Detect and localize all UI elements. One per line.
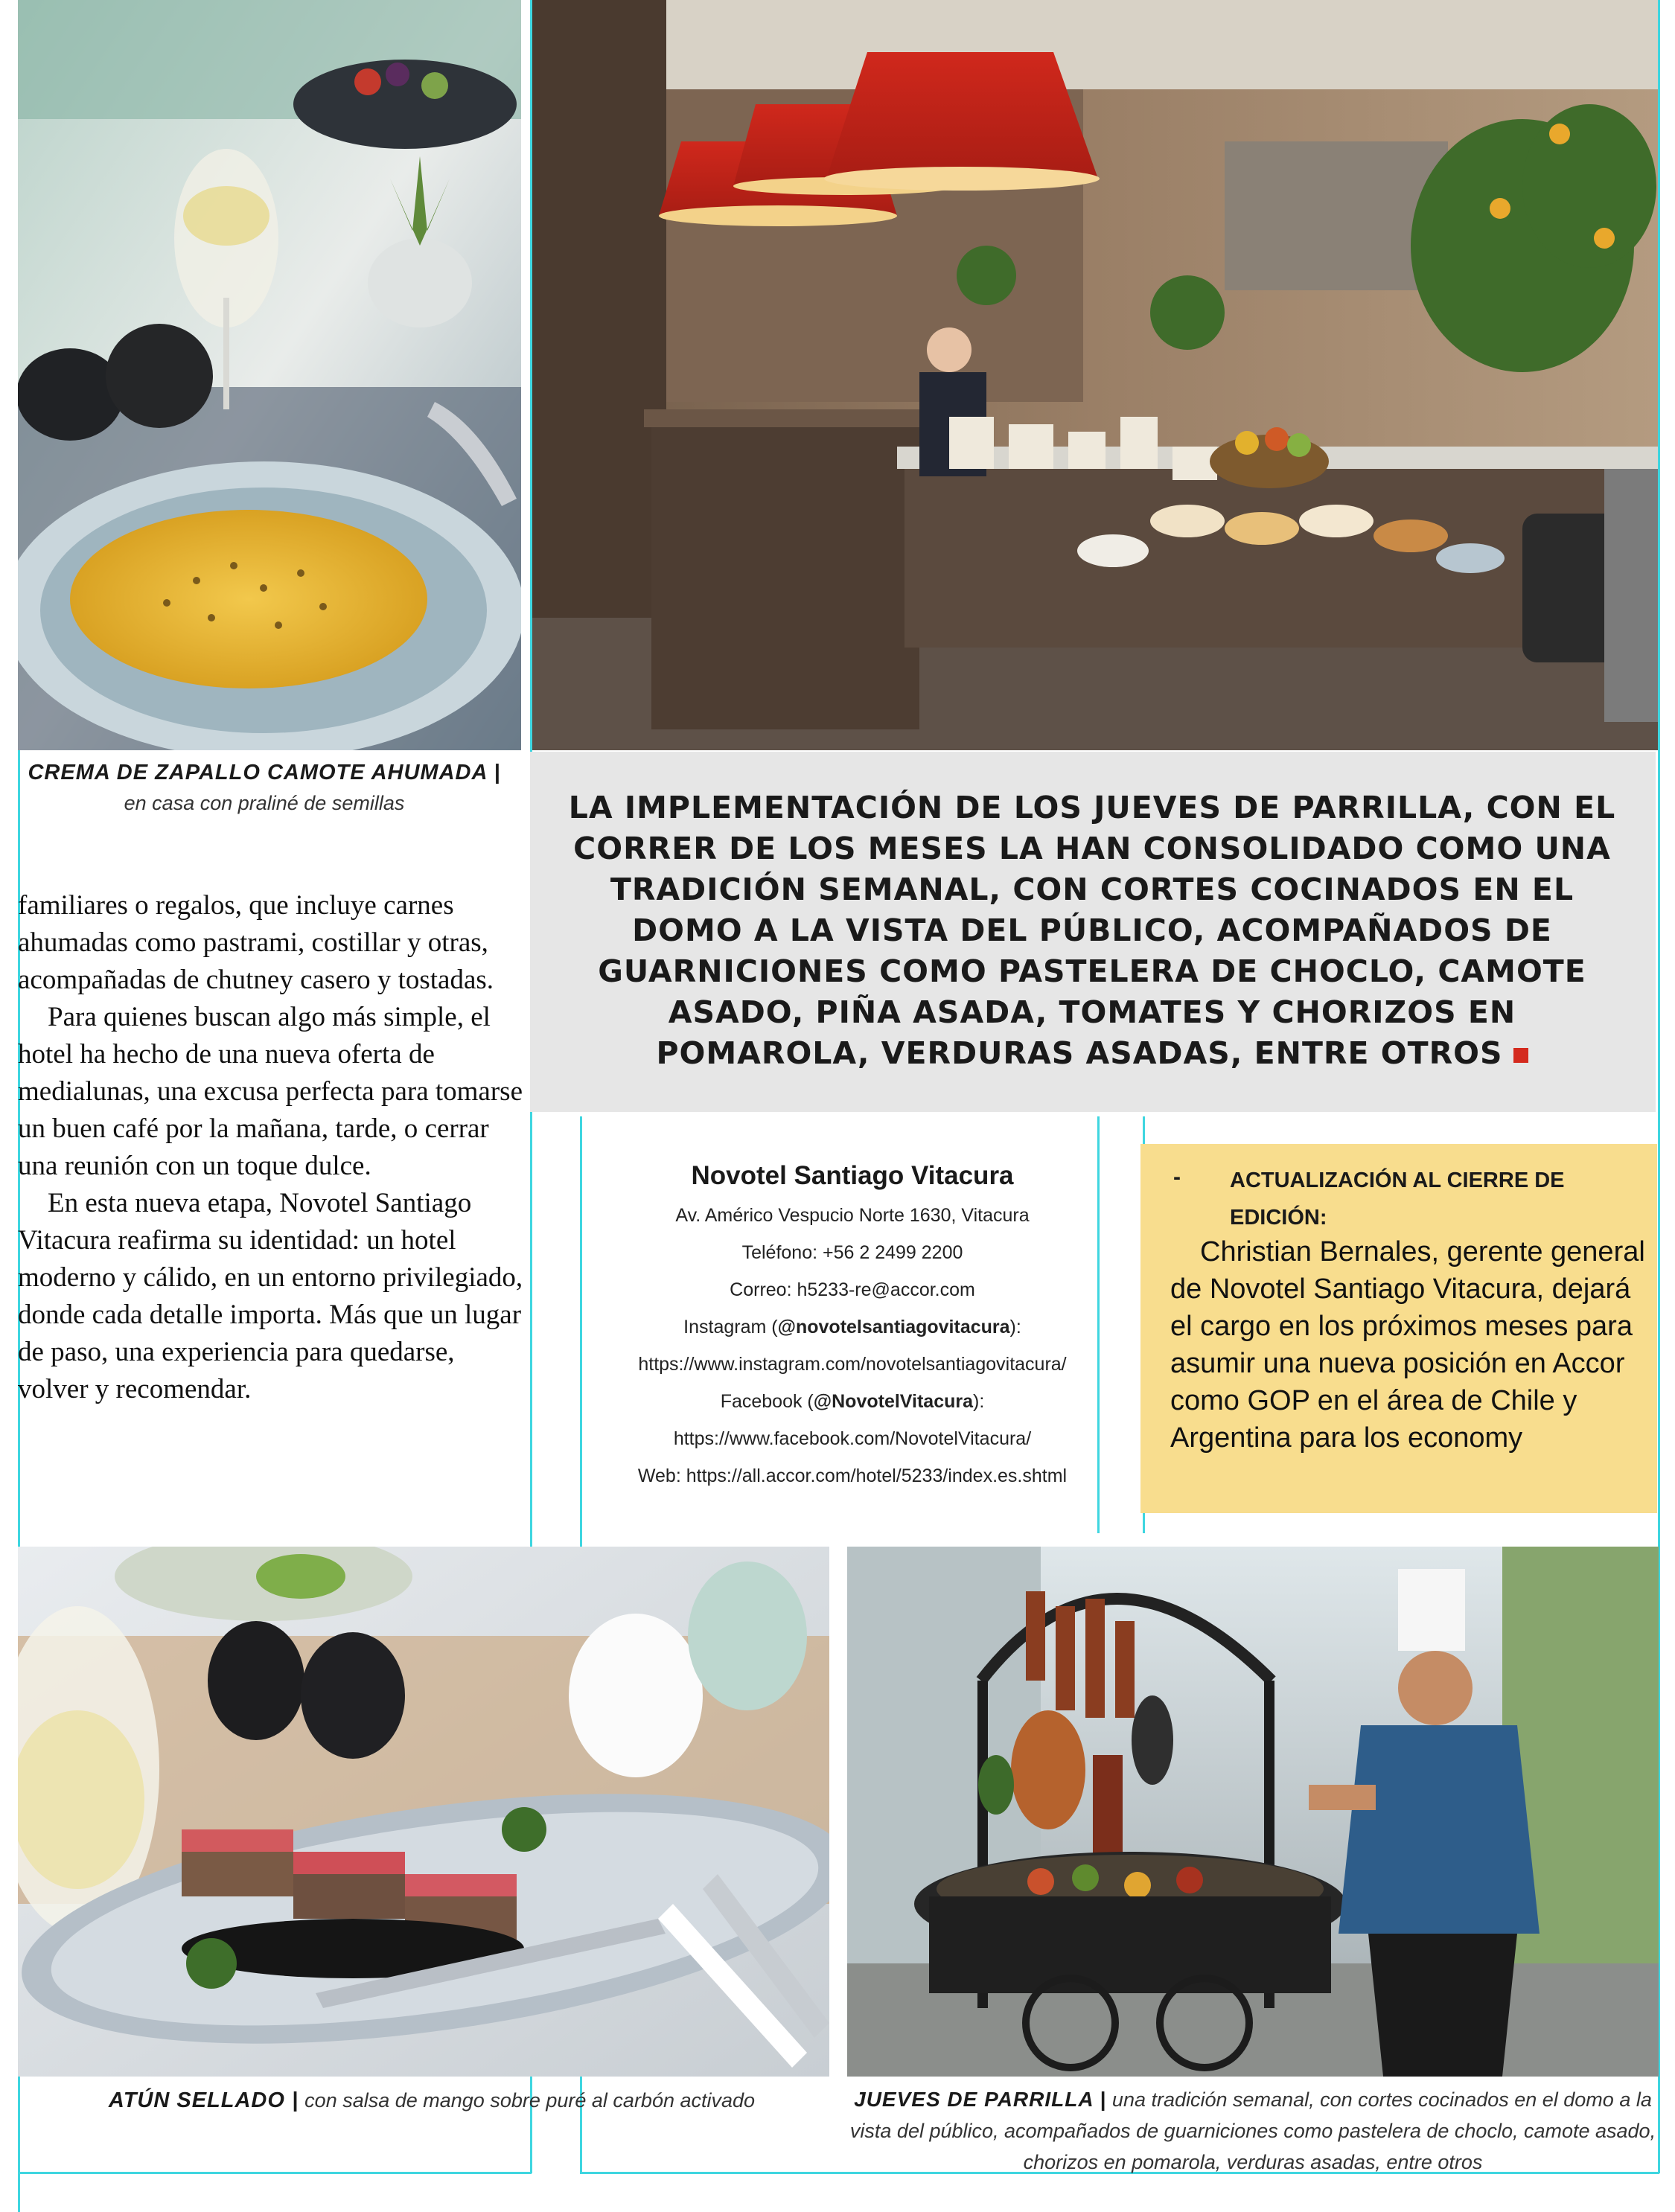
body-paragraph: En esta nueva etapa, Novotel Santiago Vitacura reafirma su identidad: un hotel moderno y cálido, en un entorno privilegiado, donde cada detalle importa. Más que un lugar de paso, una experiencia para quedarse, volver y recomendar. xyxy=(18,1188,523,1404)
grill-caption xyxy=(847,2084,1659,2178)
instagram-prefix: Instagram ( xyxy=(683,1317,778,1337)
grill-caption-title: JUEVES DE PARRILLA | xyxy=(854,2088,1107,2111)
contact-email: Correo: h5233-re@accor.com xyxy=(730,1279,975,1300)
buffet-photo xyxy=(532,0,1658,750)
facebook-url: https://www.facebook.com/NovotelVitacura/ xyxy=(673,1428,1032,1449)
contact-phone: Teléfono: +56 2 2499 2200 xyxy=(741,1242,963,1263)
tuna-caption-desc: con salsa de mango sobre puré al carbón activado xyxy=(304,2089,756,2112)
instagram-suffix: ): xyxy=(1009,1317,1021,1337)
tuna-caption xyxy=(30,2084,834,2117)
article-body xyxy=(18,887,524,1408)
body-paragraph: Para quienes buscan algo más simple, el hotel ha hecho de una nueva oferta de medialunas, una excusa perfecta para tomarse un buen café por la mañana, tarde, o cerrar una reunión con un toque dulce. xyxy=(18,1002,523,1181)
guide-line xyxy=(18,2172,532,2174)
soup-caption-desc: en casa con praliné de semillas xyxy=(124,792,405,814)
contact-instagram xyxy=(581,1308,1124,1346)
soup-caption xyxy=(22,758,506,819)
instagram-handle: @novotelsantiagovitacura xyxy=(777,1317,1010,1337)
instagram-url: https://www.instagram.com/novotelsantiagovitacura/ xyxy=(638,1354,1067,1375)
facebook-suffix: ): xyxy=(973,1391,985,1412)
update-body xyxy=(1170,1233,1647,1457)
facebook-prefix: Facebook ( xyxy=(720,1391,814,1412)
update-box xyxy=(1140,1144,1657,1513)
contact-title: Novotel Santiago Vitacura xyxy=(691,1161,1014,1190)
tuna-caption-title: ATÚN SELLADO | xyxy=(108,2088,299,2112)
update-body-text: Christian Bernales, gerente general de Novotel Santiago Vitacura, dejará el cargo en los próximos meses para asumir una nueva posición en Accor como GOP en el área de Chile y Argentina para los economy xyxy=(1170,1236,1645,1454)
contact-facebook xyxy=(581,1383,1124,1420)
pull-quote-box xyxy=(560,787,1624,1074)
grill-photo xyxy=(847,1547,1659,2077)
pull-quote xyxy=(530,752,1656,1112)
update-heading: ACTUALIZACIÓN AL CIERRE DE EDICIÓN: xyxy=(1230,1169,1565,1230)
body-paragraph: familiares o regalos, que incluye carnes ahumadas como pastrami, costillar y otras, acompañadas de chutney casero y tostadas. xyxy=(18,890,494,995)
contact-info xyxy=(581,1155,1124,1495)
tuna-photo xyxy=(18,1547,829,2077)
update-dash: - xyxy=(1173,1165,1181,1189)
end-square-icon xyxy=(1513,1048,1528,1063)
facebook-handle: @NovotelVitacura xyxy=(813,1391,974,1412)
contact-address: Av. Américo Vespucio Norte 1630, Vitacura xyxy=(675,1205,1030,1226)
contact-web: Web: https://all.accor.com/hotel/5233/index.es.shtml xyxy=(637,1465,1068,1486)
pull-quote-text: LA IMPLEMENTACIÓN DE LOS JUEVES DE PARRILLA, CON EL CORRER DE LOS MESES LA HAN CONSOLIDADO COMO UNA TRADICIÓN SEMANAL, CON CORTES COCINADOS EN EL DOMO A LA VISTA DEL PÚBLICO, ACOMPAÑADOS DE GUARNICIONES COMO PASTELERA DE CHOCLO, CAMOTE ASADO, PIÑA ASADA, TOMATES Y CHORIZOS EN POMAROLA, VERDURAS ASADAS, ENTRE OTROS xyxy=(568,790,1616,1071)
soup-caption-title: CREMA DE ZAPALLO CAMOTE AHUMADA | xyxy=(28,761,501,784)
grill-caption-desc: una tradición semanal, con cortes cocinados en el domo a la vista del público, acompañados de guarniciones como pastelera de choclo, camote asado, chorizos en pomarola, verduras asadas, entre otros xyxy=(849,2088,1656,2173)
soup-photo xyxy=(18,0,521,750)
